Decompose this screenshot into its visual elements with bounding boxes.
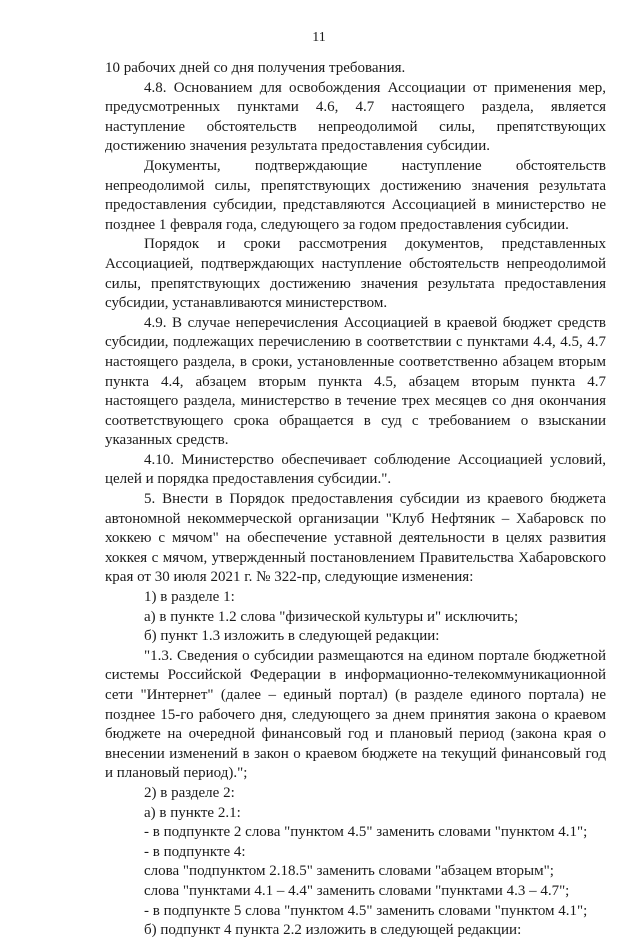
paragraph-procedure: Порядок и сроки рассмотрения документов, представленных Ассоциацией, подтверждающих наступление обстоятельств непреодолимой силы, препятствующих достижению значения результата предоставления субсидии, устанавливаются министерством. [105, 236, 606, 312]
list-item-2-a: а) в пункте 2.1: [144, 804, 241, 821]
list-item-words-1: слова "подпунктом 2.18.5" заменить словами "абзацем вторым"; [144, 863, 554, 880]
paragraph-4-9: 4.9. В случае неперечисления Ассоциацией в краевой бюджет средств субсидии, подлежащих перечислению в соответствии с пунктами 4.4, 4.5, 4.7 настоящего раздела, в сроки, установленные соответственно абзацем вторым пункта 4.4, абзацем вторым пункта 4.5, абзацем вторым пункта 4.7 настоящего раздела, министерство в течение трех месяцев со дня окончания соответствующего срока обращается в суд с требованием о взыскании указанных средств. [105, 314, 606, 449]
list-item-subpoint-4: - в подпункте 4: [144, 843, 246, 860]
quoted-paragraph-1-3: "1.3. Сведения о субсидии размещаются на едином портале бюджетной системы Российской Федерации в информационно-телекоммуникационной сети "Интернет" (далее – единый портал) (в разделе единого портала) не позднее 15-го рабочего дня, следующего за днем принятия закона о краевом бюджете на очередной финансовый год и плановый период (закона края о внесении изменений в закон о краевом бюджете на текущий финансовый год и плановый период)."; [105, 647, 606, 782]
page-number: 11 [312, 30, 326, 45]
list-item-section-2: 2) в разделе 2: [144, 784, 235, 801]
list-item-subpoint-5: - в подпункте 5 слова "пунктом 4.5" заменить словами "пунктом 4.1"; [144, 902, 588, 919]
list-item-1-b: б) пункт 1.3 изложить в следующей редакции: [144, 628, 440, 645]
paragraph-4-10: 4.10. Министерство обеспечивает соблюдение Ассоциацией условий, целей и порядка предоставления субсидии.". [105, 451, 606, 488]
list-item-1-a: а) в пункте 1.2 слова "физической культуры и" исключить; [144, 608, 519, 625]
paragraph-4-8: 4.8. Основанием для освобождения Ассоциации от применения мер, предусмотренных пунктами 4.6, 4.7 настоящего раздела, является наступление обстоятельств непреодолимой силы, препятствующих достижению значения результата предоставления субсидии. [105, 79, 606, 155]
paragraph-5: 5. Внести в Порядок предоставления субсидии из краевого бюджета автономной некоммерческой организации "Клуб Нефтяник – Хабаровск по хоккею с мячом" на обеспечение уставной деятельности в целях развития хоккея с мячом, утвержденный постановлением Правительства Хабаровского края от 30 июля 2021 г. № 322-пр, следующие изменения: [105, 491, 606, 586]
list-item-subpoint-2: - в подпункте 2 слова "пунктом 4.5" заменить словами "пунктом 4.1"; [144, 824, 588, 841]
paragraph-continuation: 10 рабочих дней со дня получения требования. [105, 60, 406, 76]
paragraph-documents: Документы, подтверждающие наступление обстоятельств непреодолимой силы, препятствующих достижению значения результата предоставления субсидии, представляются Ассоциацией в министерство не позднее 1 февраля года, следующего за годом предоставления субсидии. [105, 157, 606, 233]
list-item-section-1: 1) в разделе 1: [144, 589, 235, 606]
list-item-2-b: б) подпункт 4 пункта 2.2 изложить в следующей редакции: [144, 922, 522, 939]
list-item-words-2: слова "пунктами 4.1 – 4.4" заменить словами "пунктами 4.3 – 4.7"; [144, 882, 570, 899]
document-body [105, 59, 606, 941]
